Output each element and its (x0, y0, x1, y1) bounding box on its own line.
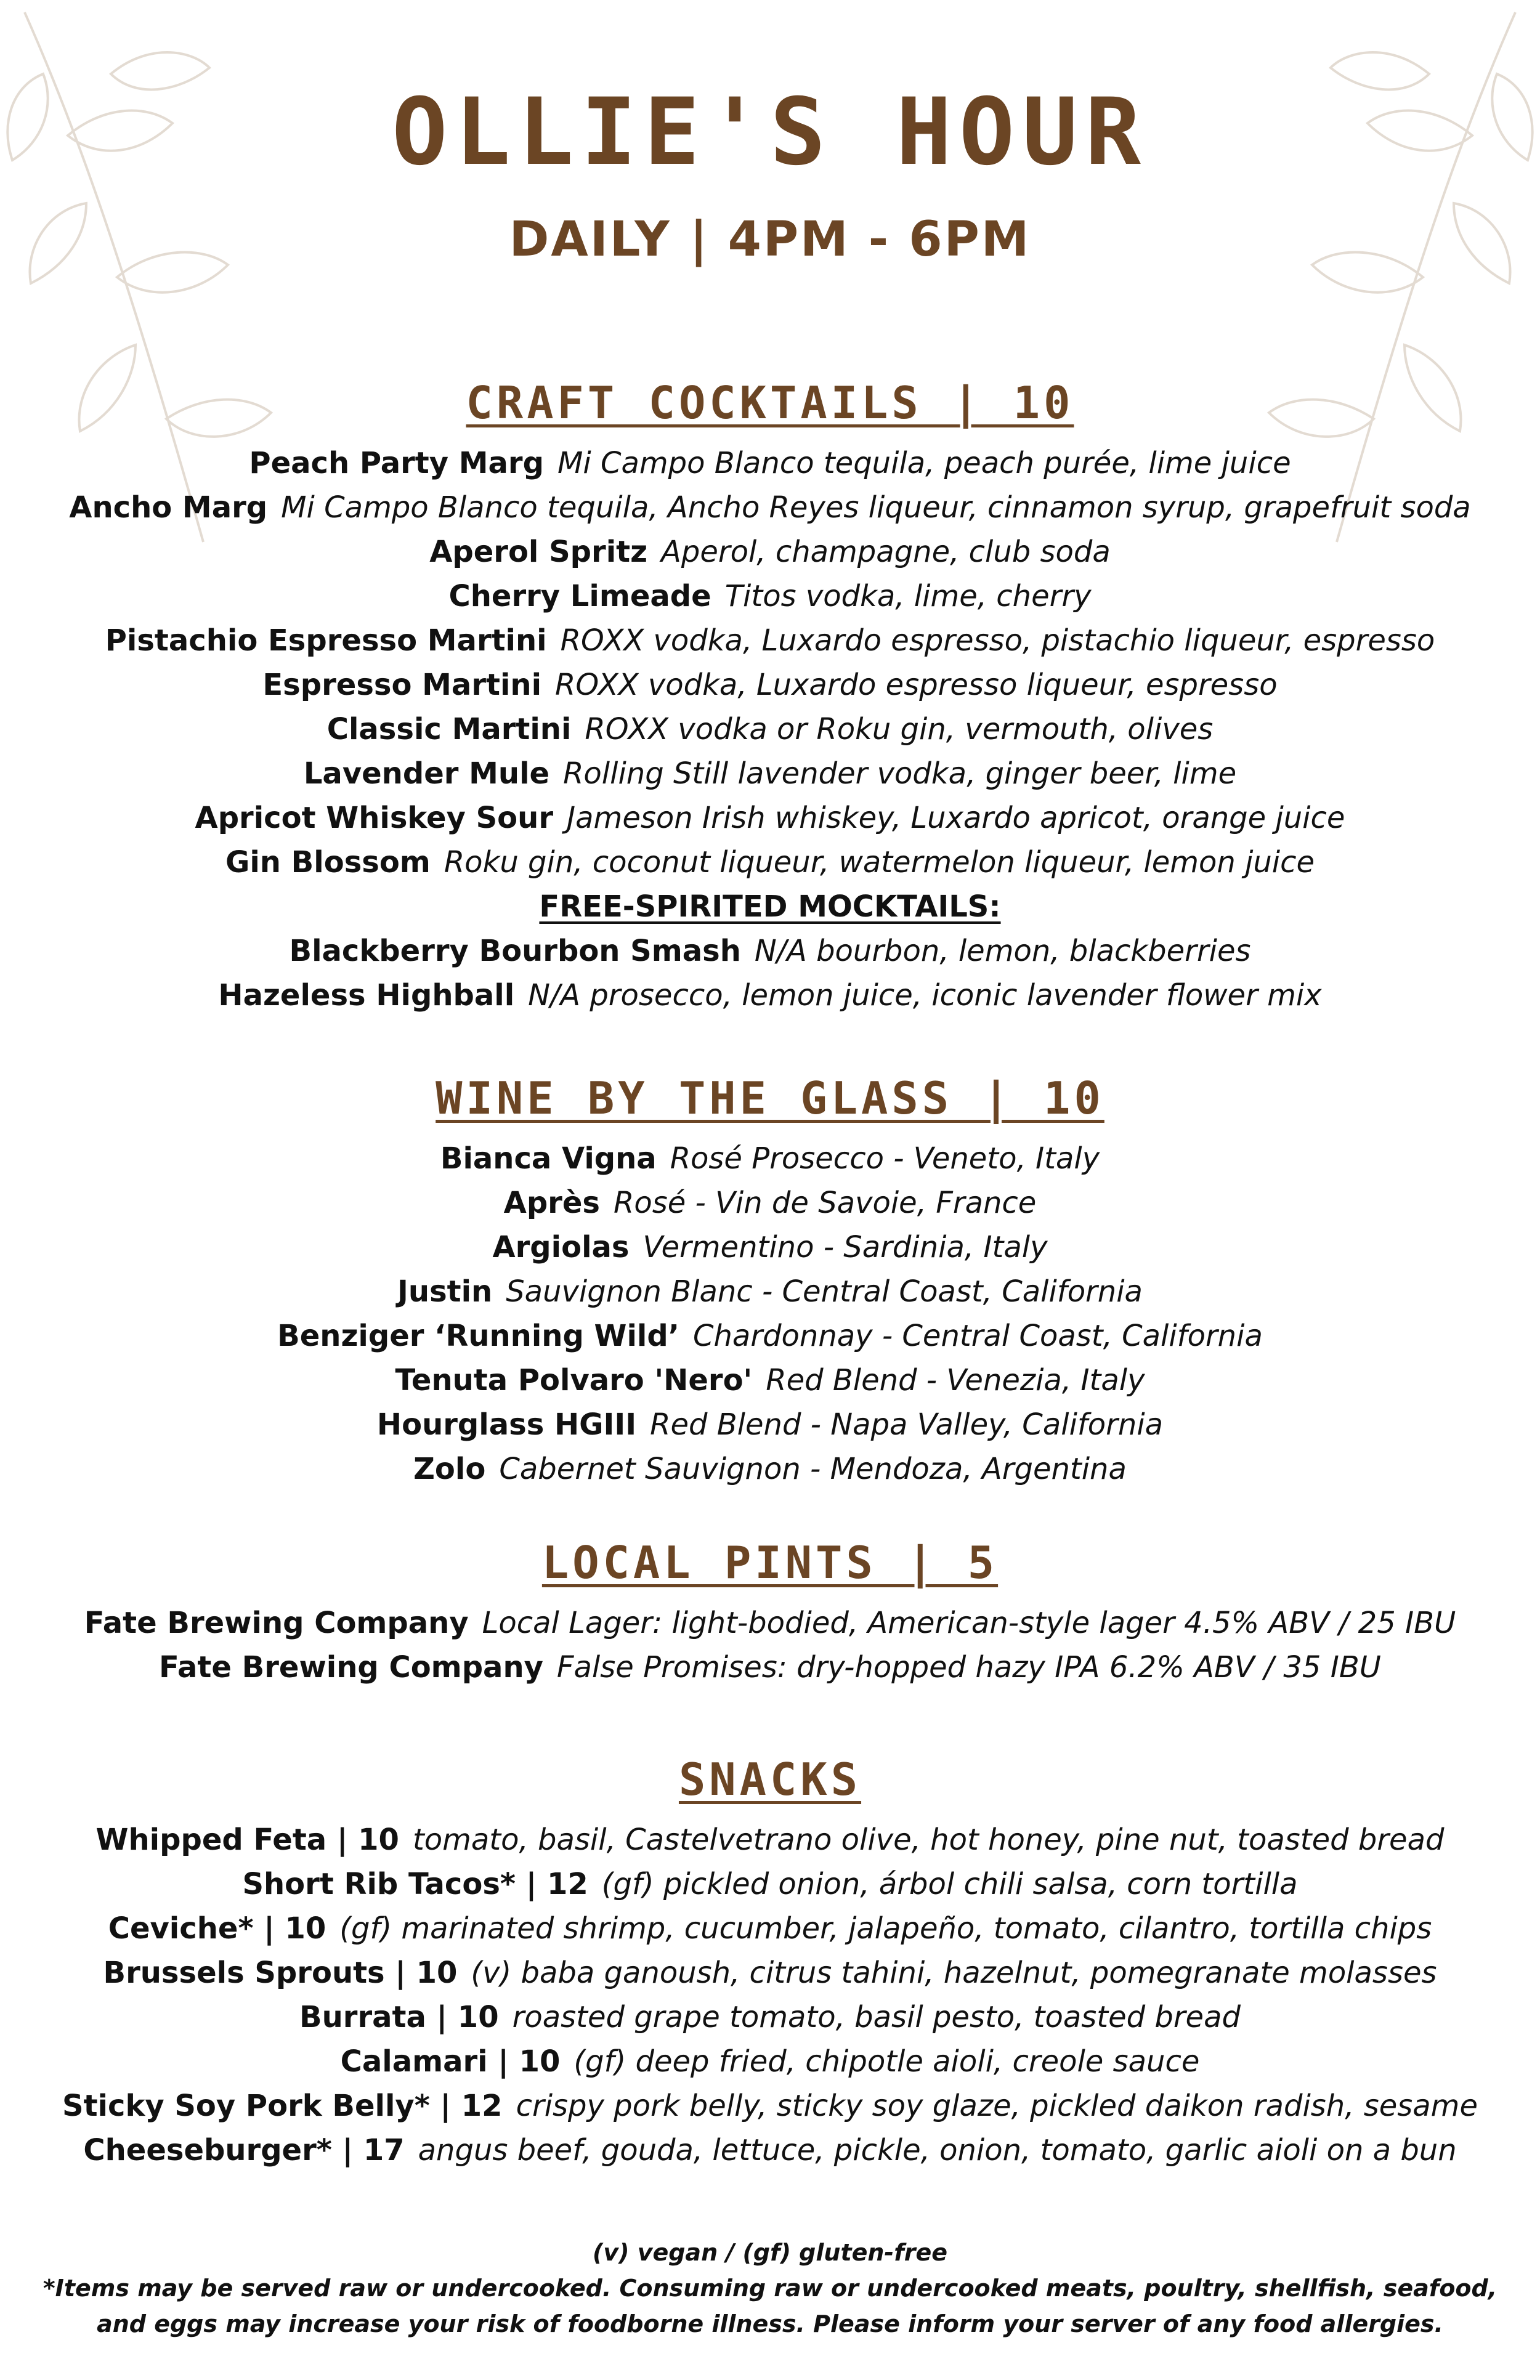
item-desc: (v) baba ganoush, citrus tahini, hazelnut, pomegranate molasses (471, 1956, 1437, 1990)
item-name: Après (503, 1186, 600, 1220)
diet-legend: (v) vegan / (gf) gluten-free (592, 2239, 948, 2266)
item-name: Benziger ‘Running Wild’ (277, 1319, 679, 1353)
item-name: Gin Blossom (225, 845, 431, 880)
section-title-cocktails: CRAFT COCKTAILS | 10 (466, 377, 1074, 429)
item-desc: roasted grape tomato, basil pesto, toasted bread (512, 2000, 1241, 2034)
item-name: Ancho Marg (69, 490, 268, 525)
item-desc: Mi Campo Blanco tequila, Ancho Reyes liqueur, cinnamon syrup, grapefruit soda (281, 490, 1471, 525)
item-name: Espresso Martini (262, 668, 542, 702)
item-name: Sticky Soy Pork Belly* | 12 (62, 2089, 503, 2123)
item-desc: ROXX vodka, Luxardo espresso, pistachio liqueur, espresso (560, 623, 1435, 658)
item-name: Blackberry Bourbon Smash (289, 934, 741, 968)
item-desc: Cabernet Sauvignon - Mendoza, Argentina (499, 1452, 1127, 1486)
menu-item (0, 1225, 1540, 1269)
menu-item (0, 1269, 1540, 1314)
item-desc: Titos vodka, lime, cherry (724, 579, 1092, 613)
menu-item (0, 2039, 1540, 2084)
item-name: Tenuta Polvaro 'Nero' (395, 1363, 753, 1398)
item-desc: (gf) deep fried, chipotle aioli, creole sauce (573, 2044, 1200, 2079)
item-name: Hourglass HGIII (376, 1407, 637, 1442)
item-name: Apricot Whiskey Sour (195, 801, 553, 835)
item-desc: crispy pork belly, sticky soy glaze, pickled daikon radish, sesame (516, 2089, 1478, 2123)
item-name: Ceviche* | 10 (108, 1911, 326, 1946)
item-desc: N/A bourbon, lemon, blackberries (754, 934, 1251, 968)
item-name: Aperol Spritz (429, 535, 648, 569)
item-desc: Rolling Still lavender vodka, ginger beer, lime (563, 756, 1237, 791)
item-name: Hazeless Highball (218, 978, 515, 1013)
menu-item (0, 1951, 1540, 1995)
item-name: Justin (397, 1274, 493, 1309)
item-name: Peach Party Marg (249, 446, 544, 480)
menu-item (0, 707, 1540, 751)
disclaimer-line: and eggs may increase your risk of foodborne illness. Please inform your server of any food allergies. (97, 2310, 1443, 2338)
menu-item (0, 796, 1540, 840)
disclaimer-line: *Items may be served raw or undercooked. Consuming raw or undercooked meats, poultry, shellfish, seafood, (43, 2275, 1497, 2302)
item-desc: Aperol, champagne, club soda (661, 535, 1111, 569)
menu-item (0, 441, 1540, 485)
item-name: Burrata | 10 (299, 2000, 499, 2034)
item-desc: Jameson Irish whiskey, Luxardo apricot, orange juice (566, 801, 1345, 835)
menu-item (0, 663, 1540, 707)
item-name: Fate Brewing Company (159, 1650, 543, 1685)
menu-item (0, 840, 1540, 884)
item-name: Bianca Vigna (440, 1141, 657, 1176)
menu-item (0, 530, 1540, 574)
snacks-section (0, 1754, 1540, 2172)
menu-item (0, 485, 1540, 530)
menu-item (0, 1906, 1540, 1951)
item-desc: Roku gin, coconut liqueur, watermelon liqueur, lemon juice (444, 845, 1315, 880)
menu-footer (0, 2235, 1540, 2342)
item-desc: Sauvignon Blanc - Central Coast, California (506, 1274, 1143, 1309)
item-desc: Local Lager: light-bodied, American-style lager 4.5% ABV / 25 IBU (482, 1606, 1456, 1640)
menu-item (0, 1136, 1540, 1181)
menu-item (0, 1314, 1540, 1358)
item-name: Whipped Feta | 10 (95, 1823, 399, 1857)
item-name: Pistachio Espresso Martini (105, 623, 547, 658)
item-name: Cheeseburger* | 17 (83, 2133, 405, 2168)
menu-item (0, 1645, 1540, 1690)
menu-item (0, 1818, 1540, 1862)
mocktails-heading: FREE-SPIRITED MOCKTAILS: (539, 889, 1001, 924)
menu-item (0, 1862, 1540, 1906)
menu-item (0, 1181, 1540, 1225)
item-desc: Red Blend - Napa Valley, California (650, 1407, 1164, 1442)
section-title-snacks: SNACKS (678, 1754, 862, 1805)
item-desc: Mi Campo Blanco tequila, peach purée, lime juice (557, 446, 1291, 480)
cocktails-section (0, 377, 1540, 1018)
item-desc: Vermentino - Sardinia, Italy (642, 1230, 1048, 1265)
item-name: Zolo (413, 1452, 486, 1486)
pints-section (0, 1537, 1540, 1690)
section-title-wine: WINE BY THE GLASS | 10 (436, 1072, 1104, 1124)
item-desc: False Promises: dry-hopped hazy IPA 6.2% ABV / 35 IBU (556, 1650, 1381, 1685)
item-desc: (gf) pickled onion, árbol chili salsa, corn tortilla (601, 1867, 1298, 1901)
item-name: Argiolas (492, 1230, 630, 1265)
menu-item (0, 618, 1540, 663)
item-desc: angus beef, gouda, lettuce, pickle, onion, tomato, garlic aioli on a bun (418, 2133, 1457, 2168)
item-desc: (gf) marinated shrimp, cucumber, jalapeño, tomato, cilantro, tortilla chips (339, 1911, 1432, 1946)
item-desc: Chardonnay - Central Coast, California (692, 1319, 1263, 1353)
menu-item (0, 1601, 1540, 1645)
menu-title: OLLIE'S HOUR (392, 79, 1148, 186)
menu-item (0, 973, 1540, 1018)
item-name: Cherry Limeade (448, 579, 711, 613)
item-name: Classic Martini (326, 712, 572, 747)
menu-item (0, 2084, 1540, 2128)
menu-item (0, 574, 1540, 618)
item-desc: ROXX vodka or Roku gin, vermouth, olives (585, 712, 1214, 747)
menu-item (0, 1447, 1540, 1491)
menu-item (0, 1402, 1540, 1447)
item-desc: Rosé - Vin de Savoie, France (613, 1186, 1037, 1220)
wine-section (0, 1072, 1540, 1491)
menu-item (0, 2128, 1540, 2172)
item-desc: tomato, basil, Castelvetrano olive, hot honey, pine nut, toasted bread (412, 1823, 1445, 1857)
menu-item (0, 929, 1540, 973)
item-desc: Red Blend - Venezia, Italy (766, 1363, 1145, 1398)
menu-hours: DAILY | 4PM - 6PM (509, 212, 1031, 267)
item-desc: Rosé Prosecco - Veneto, Italy (670, 1141, 1100, 1176)
section-title-pints: LOCAL PINTS | 5 (541, 1537, 999, 1589)
menu-item (0, 751, 1540, 796)
menu-item (0, 1358, 1540, 1402)
item-name: Brussels Sprouts | 10 (103, 1956, 458, 1990)
item-desc: N/A prosecco, lemon juice, iconic lavender flower mix (528, 978, 1322, 1013)
item-desc: ROXX vodka, Luxardo espresso liqueur, espresso (555, 668, 1278, 702)
item-name: Short Rib Tacos* | 12 (242, 1867, 588, 1901)
item-name: Fate Brewing Company (84, 1606, 469, 1640)
item-name: Lavender Mule (303, 756, 550, 791)
menu-item (0, 1995, 1540, 2039)
item-name: Calamari | 10 (340, 2044, 561, 2079)
